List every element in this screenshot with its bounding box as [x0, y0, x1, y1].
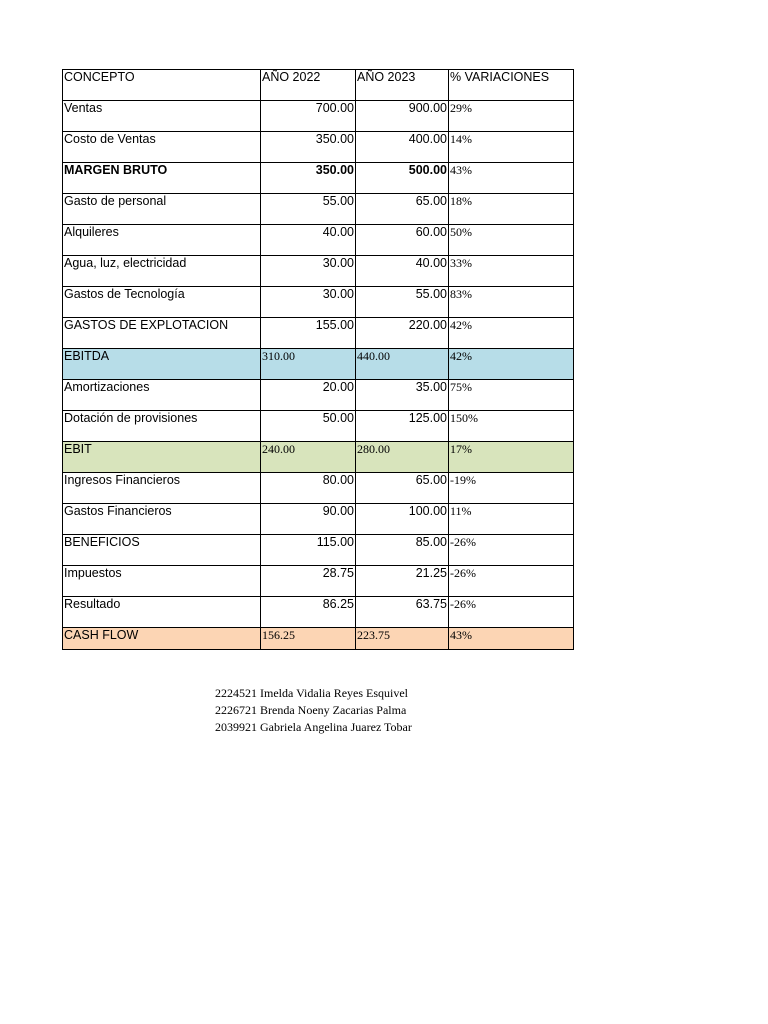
header-year-2022: AÑO 2022	[261, 70, 356, 101]
cell-concepto: Ingresos Financieros	[63, 473, 261, 504]
cell-concepto: Resultado	[63, 597, 261, 628]
cell-concepto: Gastos Financieros	[63, 504, 261, 535]
cell-2023: 35.00	[356, 380, 449, 411]
cell-2023: 223.75	[356, 628, 449, 650]
cell-2023: 55.00	[356, 287, 449, 318]
cell-variacion: 14%	[449, 132, 574, 163]
cell-variacion: 50%	[449, 225, 574, 256]
cell-2023: 40.00	[356, 256, 449, 287]
cell-2023: 220.00	[356, 318, 449, 349]
table-row	[63, 411, 574, 442]
cell-concepto: EBITDA	[63, 349, 261, 380]
cell-2022: 350.00	[261, 132, 356, 163]
cell-2022: 20.00	[261, 380, 356, 411]
cell-concepto: GASTOS DE EXPLOTACION	[63, 318, 261, 349]
cell-2023: 21.25	[356, 566, 449, 597]
cell-2022: 700.00	[261, 101, 356, 132]
author-line: 2224521 Imelda Vidalia Reyes Esquivel	[215, 686, 409, 700]
cell-2022: 55.00	[261, 194, 356, 225]
header-variaciones: % VARIACIONES	[449, 70, 574, 101]
cell-variacion: 150%	[449, 411, 574, 442]
table-header-row	[63, 70, 574, 101]
cell-2022: 30.00	[261, 287, 356, 318]
author-line: 2226721 Brenda Noeny Zacarias Palma	[215, 703, 407, 717]
cell-variacion: -26%	[449, 597, 574, 628]
table-row	[63, 256, 574, 287]
cell-variacion: 83%	[449, 287, 574, 318]
cell-2022: 350.00	[261, 163, 356, 194]
author-line: 2039921 Gabriela Angelina Juarez Tobar	[215, 720, 412, 734]
cell-2023: 85.00	[356, 535, 449, 566]
cell-2022: 50.00	[261, 411, 356, 442]
cell-variacion: -19%	[449, 473, 574, 504]
cell-2022: 30.00	[261, 256, 356, 287]
cell-concepto: Ventas	[63, 101, 261, 132]
authors-list	[215, 685, 412, 736]
table-row	[63, 318, 574, 349]
table-row	[63, 566, 574, 597]
table-row-ebitda	[63, 349, 574, 380]
cell-concepto: Costo de Ventas	[63, 132, 261, 163]
cell-2022: 80.00	[261, 473, 356, 504]
cell-variacion: 18%	[449, 194, 574, 225]
table-row-cash-flow	[63, 628, 574, 650]
cell-variacion: 43%	[449, 628, 574, 650]
income-statement-table	[62, 69, 574, 650]
table-row	[63, 287, 574, 318]
cell-concepto: Impuestos	[63, 566, 261, 597]
cell-variacion: -26%	[449, 535, 574, 566]
cell-variacion: 42%	[449, 349, 574, 380]
cell-2023: 500.00	[356, 163, 449, 194]
cell-2023: 900.00	[356, 101, 449, 132]
table-row	[63, 194, 574, 225]
cell-concepto: Gasto de personal	[63, 194, 261, 225]
cell-2022: 156.25	[261, 628, 356, 650]
cell-variacion: 42%	[449, 318, 574, 349]
cell-2022: 240.00	[261, 442, 356, 473]
table-row	[63, 101, 574, 132]
table-row-ebit	[63, 442, 574, 473]
cell-2022: 90.00	[261, 504, 356, 535]
table-row	[63, 504, 574, 535]
cell-variacion: 11%	[449, 504, 574, 535]
cell-2023: 65.00	[356, 194, 449, 225]
cell-variacion: 17%	[449, 442, 574, 473]
header-year-2023: AÑO 2023	[356, 70, 449, 101]
cell-2023: 65.00	[356, 473, 449, 504]
cell-variacion: 75%	[449, 380, 574, 411]
cell-concepto: Gastos de Tecnología	[63, 287, 261, 318]
cell-concepto: Agua, luz, electricidad	[63, 256, 261, 287]
cell-variacion: 43%	[449, 163, 574, 194]
cell-2022: 40.00	[261, 225, 356, 256]
cell-2022: 86.25	[261, 597, 356, 628]
cell-2022: 28.75	[261, 566, 356, 597]
cell-2023: 280.00	[356, 442, 449, 473]
cell-2022: 155.00	[261, 318, 356, 349]
cell-2023: 63.75	[356, 597, 449, 628]
cell-2023: 100.00	[356, 504, 449, 535]
header-concepto: CONCEPTO	[63, 70, 261, 101]
cell-concepto: Amortizaciones	[63, 380, 261, 411]
table-row	[63, 473, 574, 504]
table-row-margen-bruto	[63, 163, 574, 194]
cell-2023: 440.00	[356, 349, 449, 380]
cell-concepto: MARGEN BRUTO	[63, 163, 261, 194]
cell-2022: 310.00	[261, 349, 356, 380]
table-row	[63, 597, 574, 628]
cell-variacion: -26%	[449, 566, 574, 597]
table-row	[63, 380, 574, 411]
table-row	[63, 132, 574, 163]
table-row	[63, 535, 574, 566]
cell-concepto: BENEFICIOS	[63, 535, 261, 566]
cell-concepto: Dotación de provisiones	[63, 411, 261, 442]
cell-2023: 60.00	[356, 225, 449, 256]
cell-concepto: Alquileres	[63, 225, 261, 256]
cell-concepto: CASH FLOW	[63, 628, 261, 650]
cell-2023: 125.00	[356, 411, 449, 442]
cell-2022: 115.00	[261, 535, 356, 566]
table-row	[63, 225, 574, 256]
cell-variacion: 29%	[449, 101, 574, 132]
cell-variacion: 33%	[449, 256, 574, 287]
cell-2023: 400.00	[356, 132, 449, 163]
cell-concepto: EBIT	[63, 442, 261, 473]
